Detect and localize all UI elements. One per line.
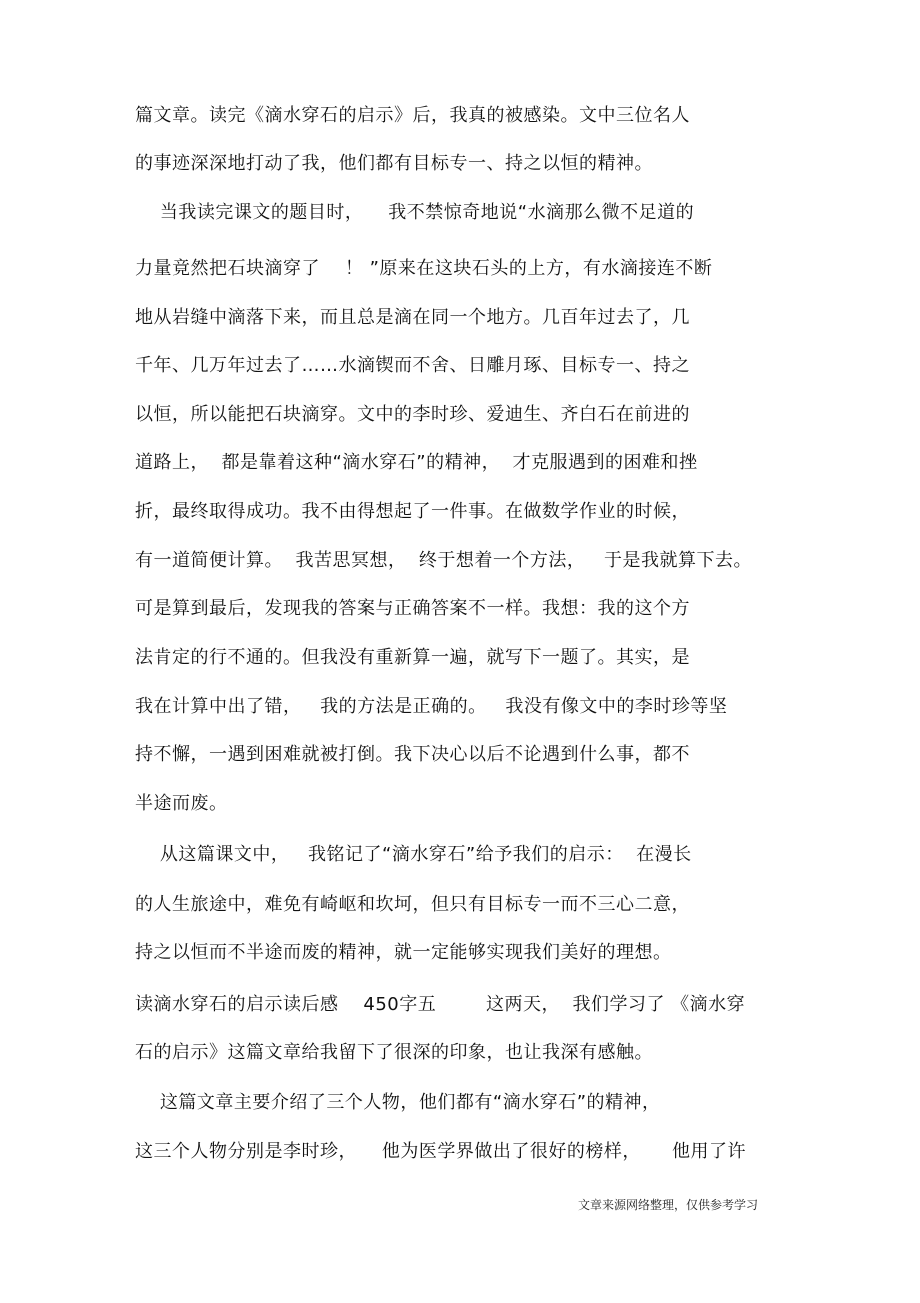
text-line: 当我读完课文的题目时， 我不禁惊奇地说“水滴那么微不足道的 [135, 202, 695, 223]
text-line: 的人生旅途中，难免有崎岖和坎坷，但只有目标专一而不三心二意， [135, 894, 690, 915]
text-line: 有一道简便计算。 我苦思冥想， 终于想着一个方法， 于是我就算下去。 [135, 550, 753, 571]
text-line: 地从岩缝中滴落下来，而且总是滴在同一个地方。几百年过去了，几 [135, 307, 690, 328]
text-line: 可是算到最后，发现我的答案与正确答案不一样。我想：我的这个方 [135, 598, 690, 619]
text-line: 我在计算中出了错， 我的方法是正确的。 我没有像文中的李时珍等坚 [135, 696, 728, 717]
text-line: 从这篇课文中， 我铭记了“滴水穿石”给予我们的启示： 在漫长 [135, 844, 692, 865]
text-line: 半途而废。 [135, 793, 228, 814]
text-line: 这三个人物分别是李时珍， 他为医学界做出了很好的榜样， 他用了许 [135, 1141, 746, 1162]
text-line: 道路上， 都是靠着这种“滴水穿石”的精神， 才克服遇到的困难和挫 [135, 452, 698, 473]
text-line: 法肯定的行不通的。但我没有重新算一遍，就写下一题了。其实，是 [135, 647, 690, 668]
text-line: 以恒，所以能把石块滴穿。文中的李时珍、爱迪生、齐白石在前进的 [135, 404, 690, 425]
text-line: 持之以恒而不半途而废的精神，就一定能够实现我们美好的理想。 [135, 942, 672, 963]
text-line: 千年、几万年过去了……水滴锲而不舍、日雕月琢、目标专一、持之 [135, 355, 690, 376]
text-line: 这篇文章主要介绍了三个人物，他们都有“滴水穿石”的精神， [135, 1092, 661, 1113]
source-footer: 文章来源网络整理，仅供参考学习 [578, 1198, 759, 1212]
text-line: 持不懈，一遇到困难就被打倒。我下决心以后不论遇到什么事，都不 [135, 744, 690, 765]
text-line: 折，最终取得成功。我不由得想起了一件事。在做数学作业的时候， [135, 501, 690, 522]
text-line: 的事迹深深地打动了我，他们都有目标专一、持之以恒的精神。 [135, 153, 653, 174]
text-line: 石的启示》这篇文章给我留下了很深的印象，也让我深有感触。 [135, 1042, 653, 1063]
text-line: 力量竟然把石块滴穿了 ！ ”原来在这块石头的上方，有水滴接连不断 [135, 258, 713, 279]
text-line: 读滴水穿石的启示读后感 450字五 这两天， 我们学习了 《滴水穿 [135, 994, 746, 1015]
text-line: 篇文章。读完《滴水穿石的启示》后，我真的被感染。文中三位名人 [135, 105, 690, 126]
